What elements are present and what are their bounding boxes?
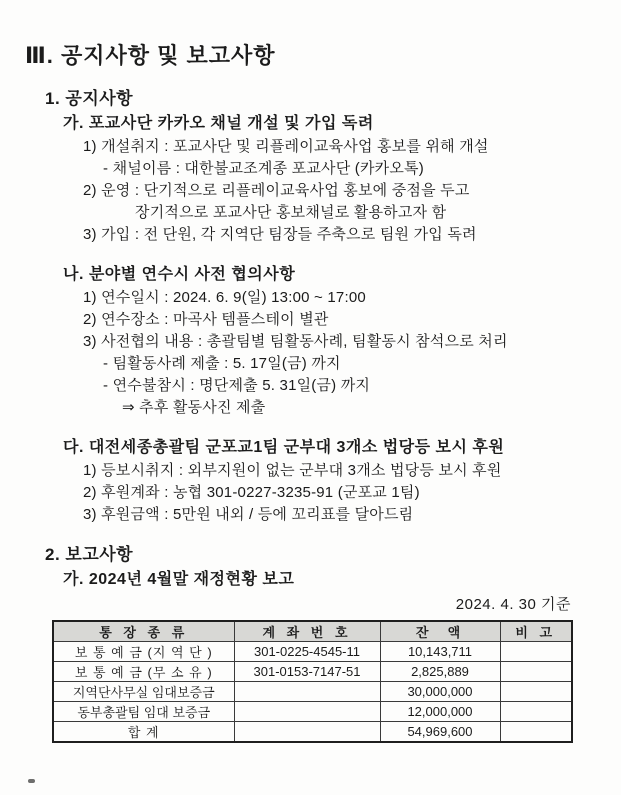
list-item: 2) 연수장소 : 마곡사 템플스테이 별관 <box>83 311 329 328</box>
table-cell-type: 보 통 예 금 (지 역 단 ) <box>53 642 234 662</box>
table-cell-account: 301-0225-4545-11 <box>234 642 380 662</box>
table-cell-type: 동부총괄팀 임대 보증금 <box>53 702 234 722</box>
col-header-note: 비 고 <box>500 621 572 642</box>
page-title: Ⅲ. 공지사항 및 보고사항 <box>25 43 276 68</box>
list-item: 3) 사전협의 내용 : 총괄팀별 팀활동사례, 팀활동시 참석으로 처리 <box>83 333 508 350</box>
table-row <box>53 642 572 662</box>
table-cell-type: 합 계 <box>53 722 234 743</box>
table-cell-note <box>500 722 572 743</box>
table-header-row <box>53 621 572 642</box>
table-cell-account: 301-0153-7147-51 <box>234 662 380 682</box>
col-header-account-type: 통 장 종 류 <box>53 621 234 642</box>
list-item: 1) 개설취지 : 포교사단 및 리플레이교육사업 홍보를 위해 개설 <box>83 138 489 155</box>
table-cell-balance: 30,000,000 <box>380 682 500 702</box>
table-row <box>53 702 572 722</box>
table-cell-note <box>500 702 572 722</box>
block-na-heading: 나. 분야별 연수시 사전 협의사항 <box>63 266 296 283</box>
table-cell-account <box>234 722 380 743</box>
list-item: 2) 후원계좌 : 농협 301-0227-3235-91 (군포교 1팀) <box>83 484 420 501</box>
block-na-training <box>25 264 596 419</box>
scan-artifact <box>28 779 35 783</box>
finance-table <box>52 620 573 743</box>
list-item: 1) 연수일시 : 2024. 6. 9(일) 13:00 ~ 17:00 <box>83 289 366 306</box>
list-subitem: - 연수불참시 : 명단제출 5. 31일(금) 까지 <box>103 377 371 394</box>
table-cell-balance: 2,825,889 <box>380 662 500 682</box>
list-item: 3) 후원금액 : 5만원 내외 / 등에 꼬리표를 달아드림 <box>83 506 414 523</box>
table-cell-account <box>234 702 380 722</box>
list-item-continuation: 장기적으로 포교사단 홍보채널로 활용하고자 함 <box>135 204 447 221</box>
table-cell-balance: 12,000,000 <box>380 702 500 722</box>
section-2-heading: 2. 보고사항 <box>45 545 134 564</box>
block-ga-kakao <box>25 113 596 246</box>
table-cell-balance: 10,143,711 <box>380 642 500 662</box>
list-subitem: - 채널이름 : 대한불교조계종 포교사단 (카카오톡) <box>103 160 424 177</box>
finance-report-heading: 가. 2024년 4월말 재정현황 보고 <box>63 571 295 588</box>
list-item: 1) 등보시취지 : 외부지원이 없는 군부대 3개소 법당등 보시 후원 <box>83 462 502 479</box>
block-da-donation <box>25 437 596 526</box>
arrow-note: ⇒ 추후 활동사진 제출 <box>122 399 266 416</box>
table-cell-note <box>500 682 572 702</box>
table-cell-balance: 54,969,600 <box>380 722 500 743</box>
table-cell-type: 지역단사무실 임대보증금 <box>53 682 234 702</box>
col-header-account-number: 계 좌 번 호 <box>234 621 380 642</box>
block-da-heading: 다. 대전세종총괄팀 군포교1팀 군부대 3개소 법당등 보시 후원 <box>63 439 505 456</box>
table-row <box>53 662 572 682</box>
table-cell-account <box>234 682 380 702</box>
table-cell-note <box>500 662 572 682</box>
table-row-total <box>53 722 572 743</box>
table-row <box>53 682 572 702</box>
list-item: 3) 가입 : 전 단원, 각 지역단 팀장들 주축으로 팀원 가입 독려 <box>83 226 477 243</box>
list-item: 2) 운영 : 단기적으로 리플레이교육사업 홍보에 중점을 두고 <box>83 182 470 199</box>
block-ga-heading: 가. 포교사단 카카오 채널 개설 및 가입 독려 <box>63 115 374 132</box>
col-header-balance: 잔 액 <box>380 621 500 642</box>
table-cell-type: 보 통 예 금 (무 소 유 ) <box>53 662 234 682</box>
list-subitem: - 팀활동사례 제출 : 5. 17일(금) 까지 <box>103 355 341 372</box>
section-1-heading: 1. 공지사항 <box>45 89 134 108</box>
table-cell-note <box>500 642 572 662</box>
block-finance-report <box>25 569 596 743</box>
as-of-date: 2024. 4. 30 기준 <box>455 596 571 613</box>
